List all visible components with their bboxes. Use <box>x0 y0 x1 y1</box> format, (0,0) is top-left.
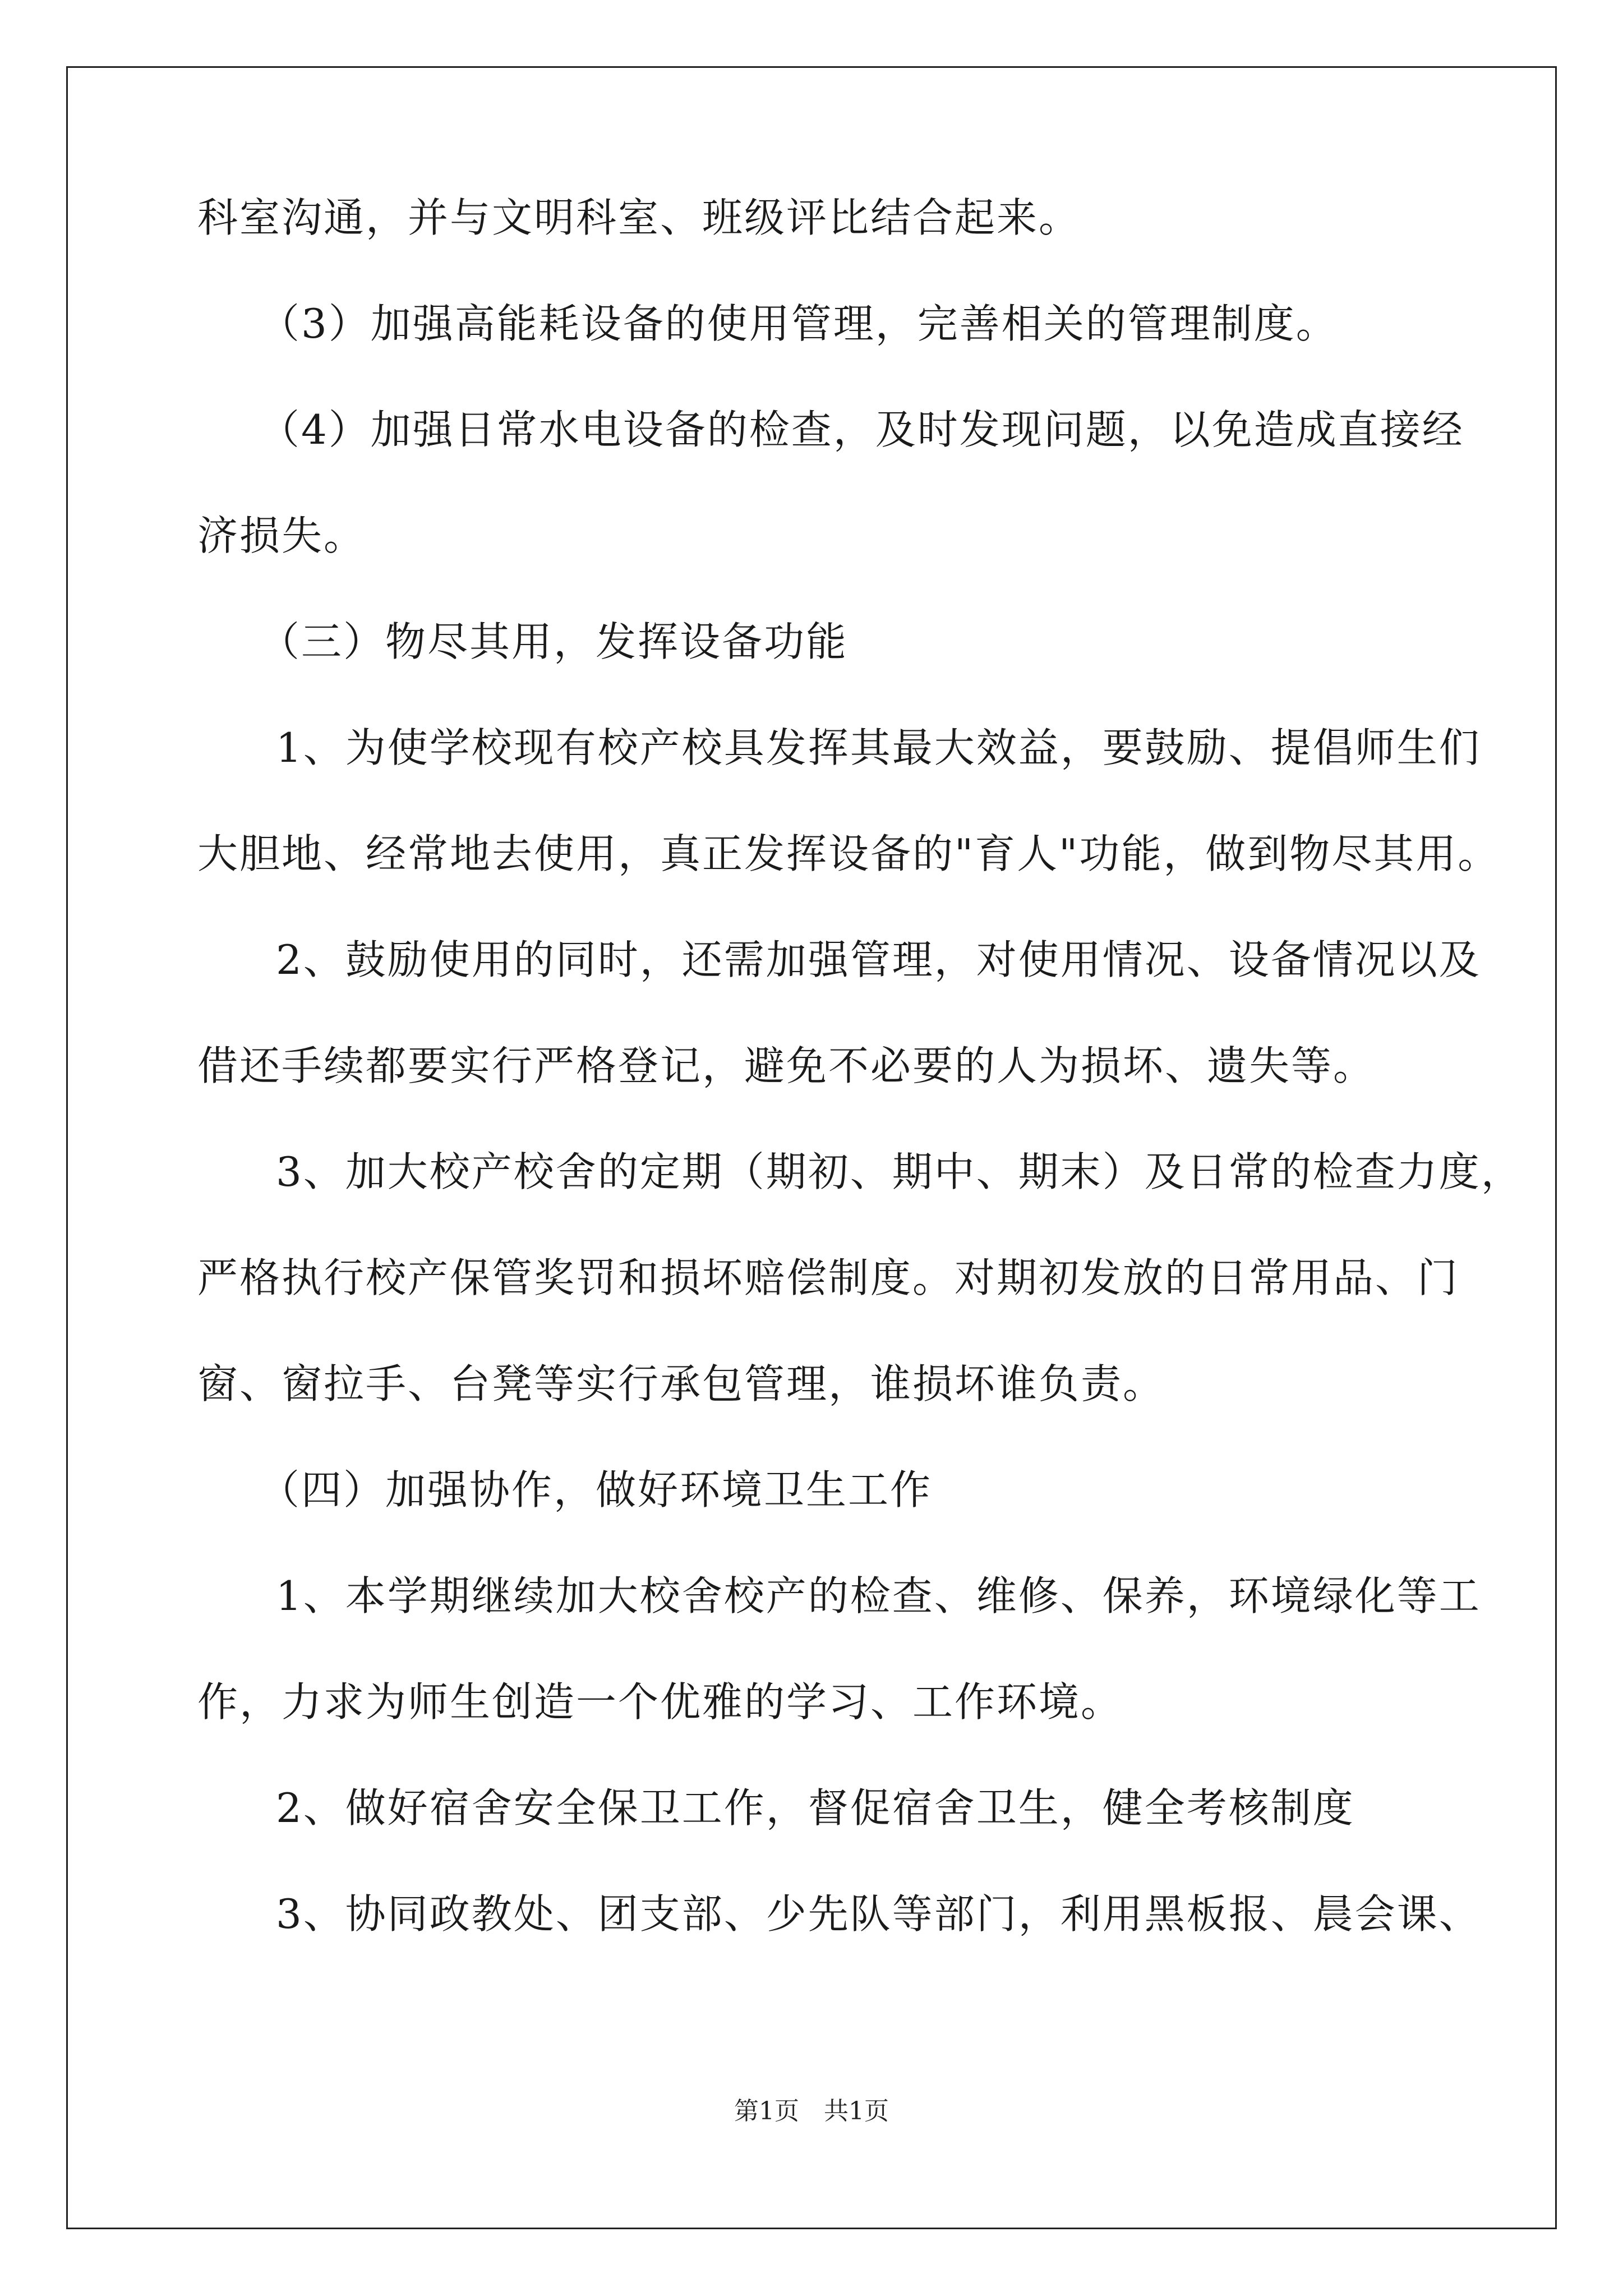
text-line: 作，力求为师生创造一个优雅的学习、工作环境。 <box>197 1678 1123 1726</box>
text-line: 2、做好宿舍安全保卫工作，督促宿舍卫生，健全考核制度 <box>276 1784 1355 1832</box>
text-line: 1、为使学校现有校产校具发挥其最大效益，要鼓励、提倡师生们 <box>276 724 1481 771</box>
page-footer: 第1页 共1页 <box>734 2097 889 2125</box>
section-heading: （三）物尽其用，发挥设备功能 <box>259 618 849 665</box>
text-line: （4）加强日常水电设备的检查，及时发现问题，以免造成直接经 <box>259 406 1464 453</box>
text-line: 科室沟通，并与文明科室、班级评比结合起来。 <box>197 194 1081 241</box>
text-line: 2、鼓励使用的同时，还需加强管理，对使用情况、设备情况以及 <box>276 936 1481 983</box>
text-line: 1、本学期继续加大校舍校产的检查、维修、保养，环境绿化等工 <box>276 1572 1481 1619</box>
text-line: 借还手续都要实行严格登记，避免不必要的人为损坏、遗失等。 <box>197 1042 1376 1089</box>
section-heading: （四）加强协作，做好环境卫生工作 <box>259 1466 933 1513</box>
text-line: 大胆地、经常地去使用，真正发挥设备的"育人"功能，做到物尽其用。 <box>197 830 1500 877</box>
text-line: 严格执行校产保管奖罚和损坏赔偿制度。对期初发放的日常用品、门 <box>197 1254 1460 1301</box>
text-line: 3、协同政教处、团支部、少先队等部门，利用黑板报、晨会课、 <box>276 1890 1481 1938</box>
text-line: 3、加大校产校舍的定期（期初、期中、期末）及日常的检查力度， <box>276 1148 1523 1195</box>
text-line: 窗、窗拉手、台凳等实行承包管理，谁损坏谁负责。 <box>197 1360 1165 1407</box>
text-line: （3）加强高能耗设备的使用管理，完善相关的管理制度。 <box>259 300 1338 347</box>
text-line: 济损失。 <box>197 512 366 559</box>
